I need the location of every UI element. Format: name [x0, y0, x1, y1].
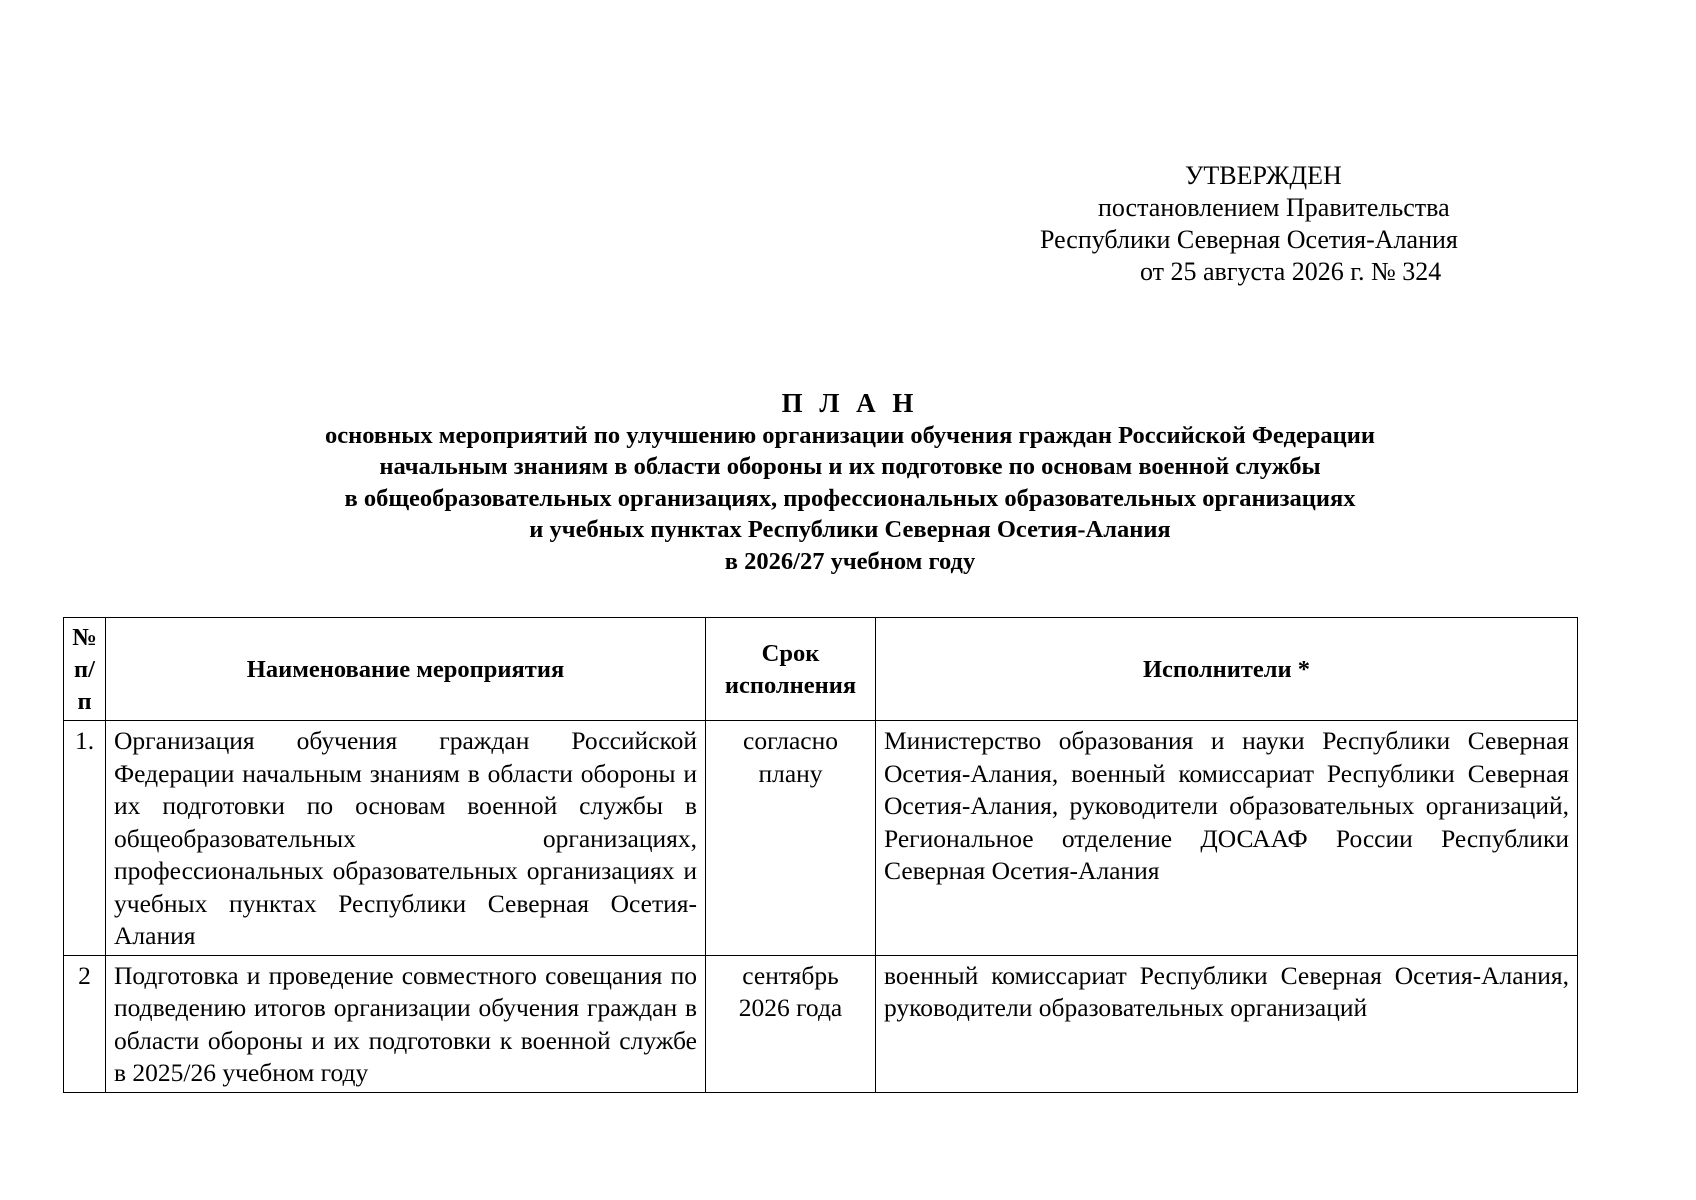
table-row — [64, 955, 1578, 1092]
header-deadline — [706, 618, 876, 721]
title-line: основных мероприятий по улучшению организации обучения граждан Российской Федерации — [325, 421, 1375, 449]
plan-heading: П Л А Н — [781, 388, 919, 418]
header-number-line: п/ — [74, 656, 95, 683]
header-deadline-line: исполнения — [724, 672, 857, 699]
header-number — [64, 618, 106, 721]
header-activity-name: Наименование мероприятия — [106, 618, 706, 721]
document-title — [100, 388, 1600, 577]
approval-line-approved: УТВЕРЖДЕН — [1185, 161, 1342, 190]
row-deadline-line: согласно — [743, 726, 838, 755]
approval-line-resolution: постановлением Правительства — [1098, 193, 1450, 222]
row-executors: Министерство образования и науки Республики Северная Осетия-Алания, военный комиссариат Республики Северная Осетия-Алания, руководители образовательных организаций, Региональное отделение ДОСААФ России Республики Северная Осетия-Алания — [876, 721, 1578, 956]
header-number-line: № — [72, 624, 97, 651]
header-executors: Исполнители * — [876, 618, 1578, 721]
row-deadline — [706, 955, 876, 1092]
row-number: 1. — [64, 721, 106, 956]
table-row — [64, 721, 1578, 956]
row-deadline-line: 2026 года — [738, 993, 843, 1022]
row-activity-name: Подготовка и проведение совместного совещания по подведению итогов организации обучения граждан в области обороны и их подготовки к военной службе в 2025/26 учебном году — [106, 955, 706, 1092]
row-deadline — [706, 721, 876, 956]
title-line: в общеобразовательных организациях, профессиональных образовательных организациях — [344, 484, 1356, 512]
title-line: и учебных пунктах Республики Северная Осетия-Алания — [529, 516, 1171, 543]
row-executors: военный комиссариат Республики Северная Осетия-Алания, руководители образовательных организаций — [876, 955, 1578, 1092]
title-line: в 2026/27 учебном году — [724, 547, 976, 575]
title-line: начальным знаниям в области обороны и их подготовке по основам военной службы — [379, 453, 1321, 480]
approval-line-date: от 25 августа 2026 г. № 324 — [1140, 257, 1442, 286]
table-header-row — [64, 618, 1578, 721]
row-activity-name: Организация обучения граждан Российской Федерации начальным знаниям в области обороны и их подготовки по основам военной службы в общеобразовательных организациях, профессиональных образовательных организациях и учебных пунктах Республики Северная Осетия-Алания — [106, 721, 706, 956]
row-deadline-line: сентябрь — [742, 960, 839, 990]
plan-table — [63, 617, 1578, 1093]
header-number-line: п — [77, 688, 92, 715]
approval-line-republic: Республики Северная Осетия-Алания — [1040, 225, 1458, 254]
row-number: 2 — [64, 955, 106, 1092]
approval-stamp — [1040, 160, 1460, 288]
header-deadline-line: Срок — [761, 640, 820, 667]
row-deadline-line: плану — [758, 758, 823, 788]
